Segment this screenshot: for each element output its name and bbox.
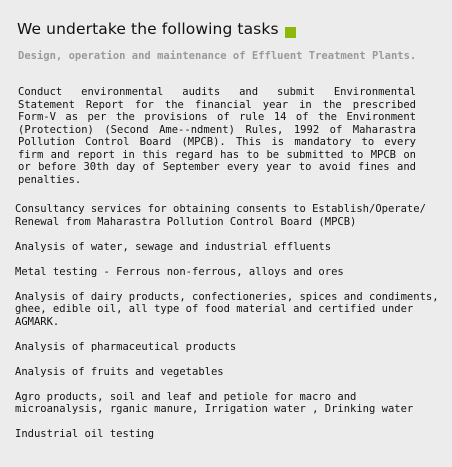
service-item: Analysis of pharmaceutical products: [15, 340, 237, 353]
service-item: Agro products, soil and leaf and petiole for macro and microanalysis, rganic manure, Irrigation water , Drinking water: [15, 390, 414, 415]
heading-row: [17, 17, 296, 41]
service-item: Metal testing - Ferrous non-ferrous, alloys and ores: [15, 265, 344, 278]
service-item: Consultancy services for obtaining consents to Establish/Operate/ Renewal from Maharastra Pollution Control Board (MPCB): [15, 203, 426, 228]
bullet-square-icon: [285, 27, 296, 38]
intro-paragraph: Conduct environmental audits and submit Environmental Statement Report for the financial year in the prescribed Form-V as per the provisions of rule 14 of the Environment (Protection) (Second Ame--ndment) Rules, 1992 of Maharastra Pollution Control Board (MPCB). This is mandatory to every firm and report in this regard has to be submitted to MPCB on or before 30th day of September every year to avoid fines and penalties.: [18, 86, 416, 186]
page-title: We undertake the following tasks: [17, 20, 279, 38]
service-item: Analysis of dairy products, confectioneries, spices and condiments, ghee, edible oil, all type of food material and certified under AGMARK.: [15, 290, 439, 328]
service-item: Analysis of fruits and vegetables: [15, 365, 224, 378]
service-item: Industrial oil testing: [15, 428, 155, 440]
services-list: [15, 203, 440, 453]
subheading: Design, operation and maintenance of Effluent Treatment Plants.: [18, 50, 417, 62]
service-item: Analysis of water, sewage and industrial effluents: [15, 240, 332, 253]
